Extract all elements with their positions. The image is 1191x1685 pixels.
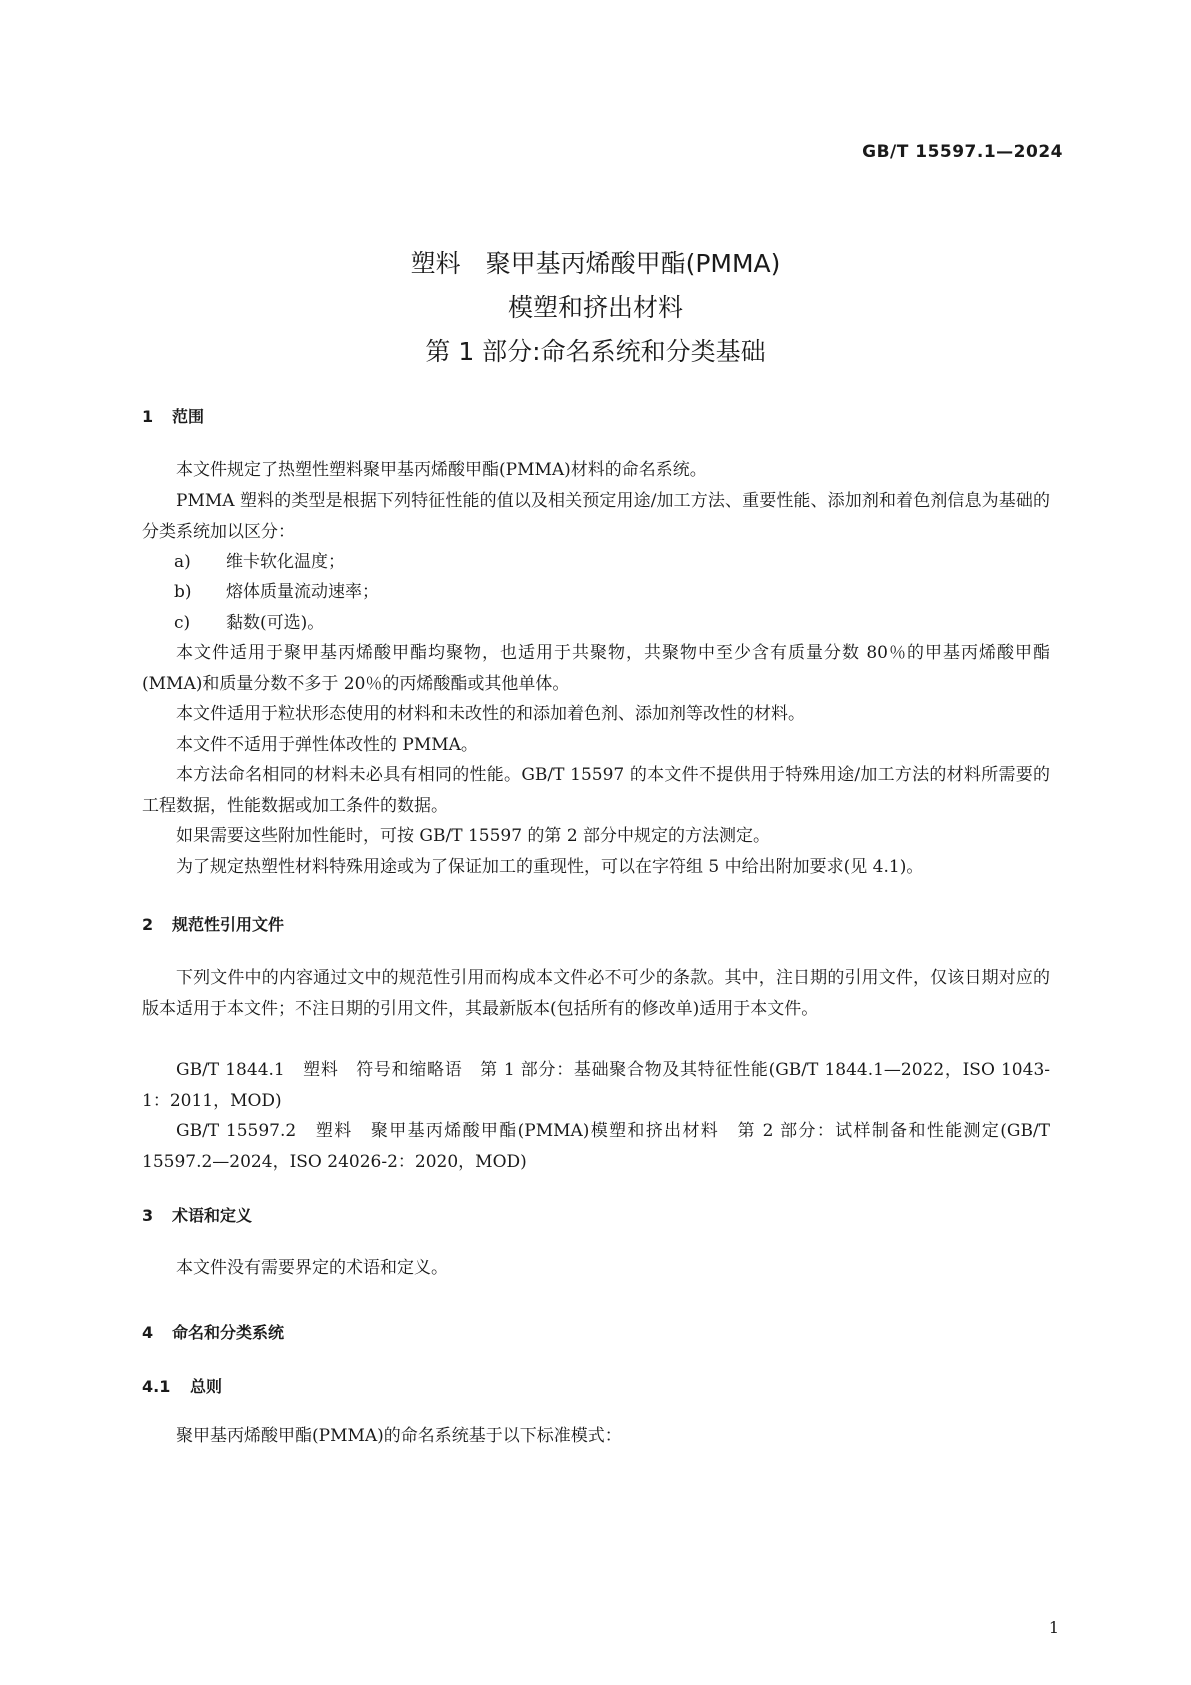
subsection-title: 总则	[190, 1377, 223, 1396]
reference-entry: GB/T 1844.1 塑料 符号和缩略语 第 1 部分：基础聚合物及其特征性能(GB/T 1844.1—2022，ISO 1043-1：2011，MOD)	[142, 1060, 1050, 1111]
section-number: 4	[142, 1323, 154, 1342]
title-line-1: 塑料 聚甲基丙烯酸甲酯(PMMA)	[410, 249, 781, 278]
list-item	[174, 547, 345, 578]
title-line-2: 模塑和挤出材料	[507, 293, 683, 322]
paragraph: 如果需要这些附加性能时，可按 GB/T 15597 的第 2 部分中规定的方法测定。	[176, 826, 771, 846]
section-number: 1	[142, 407, 154, 426]
section-number: 2	[142, 915, 154, 934]
page-number: 1	[1048, 1618, 1059, 1637]
section-heading-normative-references	[142, 912, 284, 935]
reference-entry: GB/T 15597.2 塑料 聚甲基丙烯酸甲酯(PMMA)模塑和挤出材料 第 2 部分：试样制备和性能测定(GB/T 15597.2—2024，ISO 24026-2：2020，MOD)	[142, 1121, 1050, 1172]
list-item-label: c)	[174, 613, 191, 633]
section-title: 范围	[172, 407, 205, 426]
paragraph: 本方法命名相同的材料未必具有相同的性能。GB/T 15597 的本文件不提供用于特殊用途/加工方法的材料所需要的工程数据，性能数据或加工条件的数据。	[142, 765, 1050, 816]
list-item-text: 维卡软化温度；	[226, 552, 345, 572]
document-title	[0, 242, 1191, 374]
list-item-text: 熔体质量流动速率；	[226, 582, 379, 602]
section-title: 规范性引用文件	[172, 915, 285, 934]
paragraph: 本文件适用于聚甲基丙烯酸甲酯均聚物，也适用于共聚物，共聚物中至少含有质量分数 80％的甲基丙烯酸甲酯(MMA)和质量分数不多于 20％的丙烯酸酯或其他单体。	[142, 643, 1050, 694]
list-item	[174, 608, 324, 639]
paragraph: 本文件不适用于弹性体改性的 PMMA。	[176, 735, 478, 755]
section-heading-designation	[142, 1320, 284, 1343]
paragraph: 下列文件中的内容通过文中的规范性引用而构成本文件必不可少的条款。其中，注日期的引用文件，仅该日期对应的版本适用于本文件；不注日期的引用文件，其最新版本(包括所有的修改单)适用于本文件。	[142, 968, 1050, 1019]
title-line-3: 第 1 部分:命名系统和分类基础	[425, 337, 766, 366]
paragraph: 本文件适用于粒状形态使用的材料和未改性的和添加着色剂、添加剂等改性的材料。	[176, 704, 805, 724]
section-title: 术语和定义	[172, 1206, 253, 1225]
list-item-label: b)	[174, 582, 192, 602]
list-item-label: a)	[174, 552, 191, 572]
paragraph: 本文件没有需要界定的术语和定义。	[176, 1258, 448, 1278]
paragraph: 为了规定热塑性材料特殊用途或为了保证加工的重现性，可以在字符组 5 中给出附加要求(见 4.1)。	[176, 857, 924, 877]
section-number: 3	[142, 1206, 154, 1225]
subsection-heading-general	[142, 1374, 222, 1397]
paragraph: PMMA 塑料的类型是根据下列特征性能的值以及相关预定用途/加工方法、重要性能、添加剂和着色剂信息为基础的分类系统加以区分：	[142, 491, 1050, 542]
standard-code: GB/T 15597.1—2024	[862, 142, 1063, 162]
section-heading-terms	[142, 1203, 252, 1226]
paragraph: 聚甲基丙烯酸甲酯(PMMA)的命名系统基于以下标准模式：	[176, 1426, 622, 1446]
section-title: 命名和分类系统	[172, 1323, 285, 1342]
list-item	[174, 577, 379, 608]
paragraph: 本文件规定了热塑性塑料聚甲基丙烯酸甲酯(PMMA)材料的命名系统。	[176, 460, 707, 480]
list-item-text: 黏数(可选)。	[226, 613, 325, 633]
subsection-number: 4.1	[142, 1377, 171, 1396]
section-heading-scope	[142, 404, 204, 427]
